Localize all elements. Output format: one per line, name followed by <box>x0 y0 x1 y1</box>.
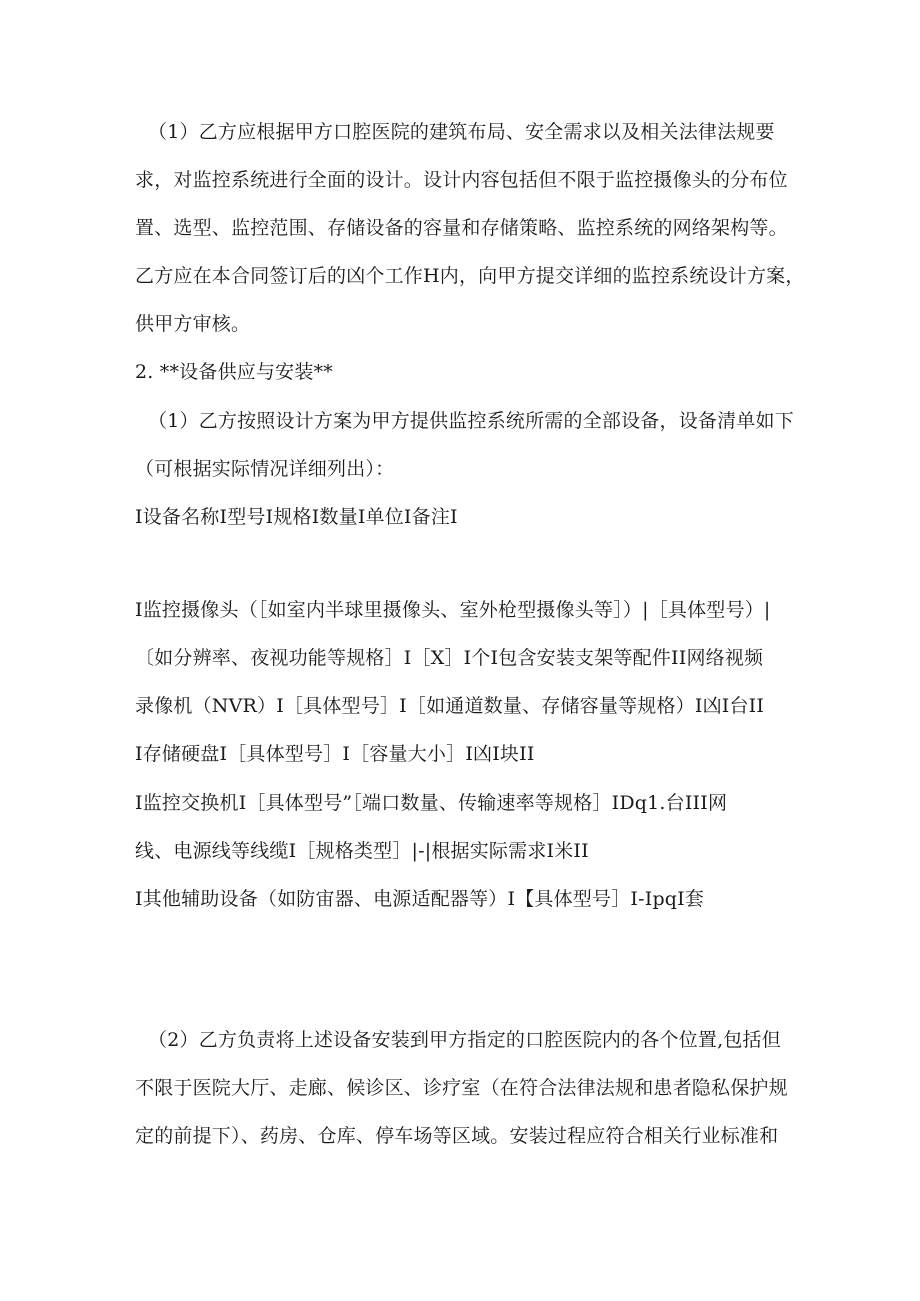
table-row-line-5: I监控交换机I［具体型号”［端口数量、传输速率等规格］IDq1.台III网 <box>135 792 728 814</box>
table-row-line-1: I监控摄像头（［如室内半球里摄像头、室外枪型摄像头等］）|［具体型号）| <box>135 599 771 621</box>
paragraph-2-line-1: （1）乙方按照设计方案为甲方提供监控系统所需的全部设备，设备清单如下 <box>148 410 794 432</box>
paragraph-1-line-3: 置、选型、监控范围、存储设备的容量和存储策略、监控系统的网络架构等。 <box>135 217 788 239</box>
table-row-line-2: 〔如分辨率、夜视功能等规格］I［X］I个I包含安装支架等配件II网络视频 <box>135 647 764 669</box>
paragraph-2-line-2: （可根据实际情况详细列出）： <box>135 458 395 480</box>
paragraph-3-line-2: 不限于医院大厅、走廊、候诊区、诊疗室（在符合法律法规和患者隐私保护规 <box>135 1077 788 1099</box>
paragraph-3-line-3: 定的前提下）、药房、仓库、停车场等区域。安装过程应符合相关行业标准和 <box>135 1125 779 1147</box>
table-row-line-7: I其他辅助设备（如防宙器、电源适配器等）I【具体型号］I-IpqI套 <box>135 888 705 910</box>
paragraph-1-line-5: 供甲方审核。 <box>135 313 251 335</box>
paragraph-1-line-4: 乙方应在本合同签订后的凶个工作H内，向甲方提交详细的监控系统设计方案， <box>135 265 805 287</box>
table-row-line-4: I存储硬盘I［具体型号］I［容量大小］I凶I块II <box>135 743 535 765</box>
table-header-row: I设备名称I型号I规格I数量I单位I备注I <box>135 506 458 528</box>
table-row-line-6: 线、电源线等线缆I［规格类型］|-|根据实际需求I米II <box>135 840 589 862</box>
paragraph-1-line-1: （1）乙方应根据甲方口腔医院的建筑布局、安全需求以及相关法律法规要 <box>148 121 775 143</box>
table-row-line-3: 录像机（NVR）I［具体型号］I［如通道数量、存储容量等规格）I凶I台II <box>135 695 765 717</box>
paragraph-1-line-2: 求，对监控系统进行全面的设计。设计内容包括但不限于监控摄像头的分布位 <box>135 169 788 191</box>
section-heading: 2. **设备供应与安装** <box>135 361 333 383</box>
paragraph-3-line-1: （2）乙方负责将上述设备安装到甲方指定的口腔医院内的各个位置,包括但 <box>148 1029 781 1051</box>
